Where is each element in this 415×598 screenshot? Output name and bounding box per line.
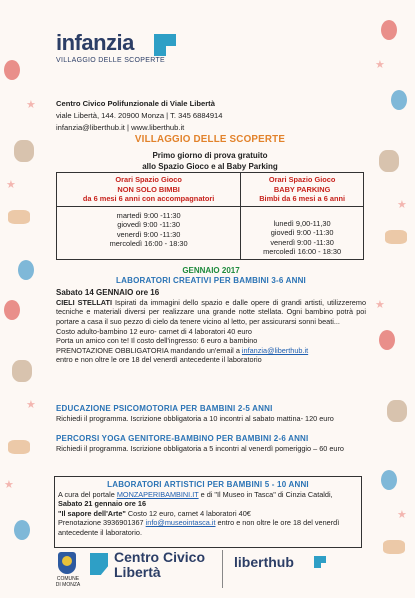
- booking-email-link[interactable]: infanzia@liberthub.it: [241, 345, 309, 355]
- balloon-icon: [379, 330, 395, 350]
- address-block: [56, 98, 366, 134]
- liberthub-logo: liberthub: [234, 554, 294, 570]
- hours-row: giovedì 9:00 -11:30: [117, 220, 180, 229]
- hours-right-header: [241, 173, 364, 207]
- footer-divider: [222, 550, 223, 588]
- event-description: Ispirati da immagini dello spazio e dalle opere di grandi artisti, utilizzeremo tecniche e materiali diversi per realizzare una grande notte stellata. Ogni bambino potrà poi portare a casa il suo pezzo di cielo da tenere vicino al letto, per assicurarsi sonni beati...: [56, 297, 366, 326]
- booking-text: entro e non oltre le ore 18 del venerdì antecedente il laboratorio.: [58, 518, 340, 537]
- artistic-event: [58, 509, 358, 519]
- balloon-icon: [381, 20, 397, 40]
- intro-text: A cura del portale: [58, 489, 117, 499]
- psico-heading: EDUCAZIONE PSICOMOTORIA PER BAMBINI 2-5 ANNI: [56, 404, 273, 413]
- balloon-icon: [18, 260, 34, 280]
- star-icon: ★: [397, 509, 407, 521]
- comune-label: COMUNE DI MONZA: [55, 576, 81, 588]
- hours-row: mercoledì 16:00 - 18:30: [263, 247, 342, 256]
- creative-deadline: entro e non oltre le ore 18 del venerdì antecedente il laboratorio: [56, 355, 262, 365]
- logo-subtitle: VILLAGGIO DELLE SCOPERTE: [56, 57, 165, 64]
- month-heading: GENNAIO 2017: [182, 266, 240, 275]
- trial-line: allo Spazio Gioco e al Baby Parking: [142, 162, 278, 171]
- booking-text: Prenotazione 3936901367: [58, 518, 146, 528]
- cc-line: Libertà: [114, 564, 161, 580]
- address-title: Centro Civico Polifunzionale di Viale Libertà: [56, 99, 215, 108]
- booking-email-link[interactable]: info@museointasca.it: [145, 518, 216, 528]
- page-title: VILLAGGIO DELLE SCOPERTE: [134, 134, 286, 145]
- hours-name: NON SOLO BIMBI: [117, 184, 180, 194]
- portal-link[interactable]: MONZAPERIBAMBINI.IT: [116, 489, 199, 499]
- star-icon: ★: [26, 99, 36, 111]
- decorative-border-right: [371, 0, 415, 598]
- star-icon: ★: [4, 479, 14, 491]
- star-icon: ★: [375, 299, 385, 311]
- artistic-date: Sabato 21 gennaio ore 16: [58, 499, 146, 509]
- teddy-bear-icon: [12, 360, 32, 382]
- yoga-section: [56, 434, 366, 453]
- hours-name: BABY PARKING: [273, 184, 331, 194]
- trial-notice: [56, 150, 364, 172]
- creative-cost: Costo adulto-bambino 12 euro- carnet di 4 laboratori 40 euro: [56, 326, 252, 336]
- hours-row: martedì 9:00 -11:30: [116, 210, 181, 220]
- logo-text: infanzia: [56, 30, 134, 55]
- footer-logos: [56, 548, 366, 594]
- liberthub-mark-icon: [314, 556, 326, 568]
- hours-right-list: [241, 206, 364, 259]
- artistic-booking: [58, 518, 358, 537]
- artistic-intro: [58, 490, 358, 509]
- hours-row: venerdì 9:00 -11:30: [270, 237, 334, 247]
- teddy-bear-icon: [14, 140, 34, 162]
- hours-header-row: [57, 173, 364, 207]
- hours-row: giovedì 9:00 -11:30: [270, 228, 334, 237]
- centro-civico-mark-icon: [90, 553, 108, 575]
- rocking-horse-icon: [8, 440, 30, 454]
- trial-line: Primo giorno di prova gratuito: [152, 151, 268, 160]
- hours-ages: da 6 mesi 6 anni con accompagnatori: [82, 194, 215, 203]
- decorative-border-left: [0, 0, 44, 598]
- creative-booking: [56, 346, 366, 356]
- hours-left-header: [57, 173, 241, 207]
- event-title: "Il sapore dell'Arte": [58, 508, 126, 518]
- hours-title: Orari Spazio Gioco: [115, 175, 182, 184]
- creative-date: Sabato 14 GENNAIO ore 16: [56, 288, 160, 298]
- hours-ages: Bimbi da 6 mesi a 6 anni: [259, 194, 346, 203]
- monza-crest-icon: [58, 552, 76, 574]
- teddy-bear-icon: [379, 150, 399, 172]
- hours-title: Orari Spazio Gioco: [268, 175, 336, 184]
- creative-heading: LABORATORI CREATIVI PER BAMBINI 3-6 ANNI: [116, 275, 306, 285]
- star-icon: ★: [26, 399, 36, 411]
- centro-civico-logo: [114, 550, 205, 580]
- event-cost: Costo 12 euro, carnet 4 laboratori 40€: [125, 508, 251, 518]
- artistic-section: [58, 480, 358, 538]
- artistic-heading: LABORATORI ARTISTICI PER BAMBINI 5 - 10 ANNI: [107, 480, 309, 489]
- hours-row: mercoledì 16:00 - 18:30: [109, 239, 188, 248]
- balloon-icon: [14, 520, 30, 540]
- balloon-icon: [391, 90, 407, 110]
- address-line: viale Libertà, 144. 20900 Monza | T. 345 6884914: [56, 111, 223, 120]
- balloon-icon: [4, 60, 20, 80]
- hours-row: venerdì 9:00 -11:30: [116, 229, 181, 239]
- yoga-text: Richiedi il programma. Iscrizione obbligatoria a 5 incontri al venerdì pomeriggio – 60 euro: [56, 443, 344, 453]
- cc-line: Centro Civico: [114, 549, 206, 565]
- balloon-icon: [4, 300, 20, 320]
- star-icon: ★: [375, 59, 385, 71]
- teddy-bear-icon: [387, 400, 407, 422]
- yoga-heading: PERCORSI YOGA GENITORE-BAMBINO PER BAMBINI 2-6 ANNI: [56, 434, 309, 443]
- star-icon: ★: [6, 179, 16, 191]
- intro-text: e di "Il Museo in Tasca" di Cinzia Cataldi,: [198, 489, 333, 499]
- hours-row: lunedì 9,00-11,30: [273, 218, 331, 228]
- booking-text: PRENOTAZIONE OBBLIGATORIA mandando un'email a: [56, 345, 242, 355]
- balloon-icon: [381, 470, 397, 490]
- hours-left-list: [57, 206, 241, 259]
- contact-line: infanzia@liberthub.it | www.liberthub.it: [56, 123, 185, 132]
- star-icon: ★: [397, 199, 407, 211]
- rocking-horse-icon: [383, 540, 405, 554]
- psico-section: [56, 404, 366, 423]
- logo-mark-icon: [154, 34, 176, 56]
- psico-text: Richiedi il programma. Iscrizione obbligatoria a 10 incontri al sabato mattina- 120 euro: [56, 413, 334, 423]
- rocking-horse-icon: [8, 210, 30, 224]
- creative-description: [56, 298, 366, 327]
- hours-body-row: [57, 206, 364, 259]
- hours-table: [56, 172, 364, 260]
- event-title: CIELI STELLATI: [56, 297, 112, 307]
- creative-section: [56, 266, 366, 365]
- creative-friend: Porta un amico con te! Il costo dell'ingresso: 6 euro a bambino: [56, 336, 258, 346]
- rocking-horse-icon: [385, 230, 407, 244]
